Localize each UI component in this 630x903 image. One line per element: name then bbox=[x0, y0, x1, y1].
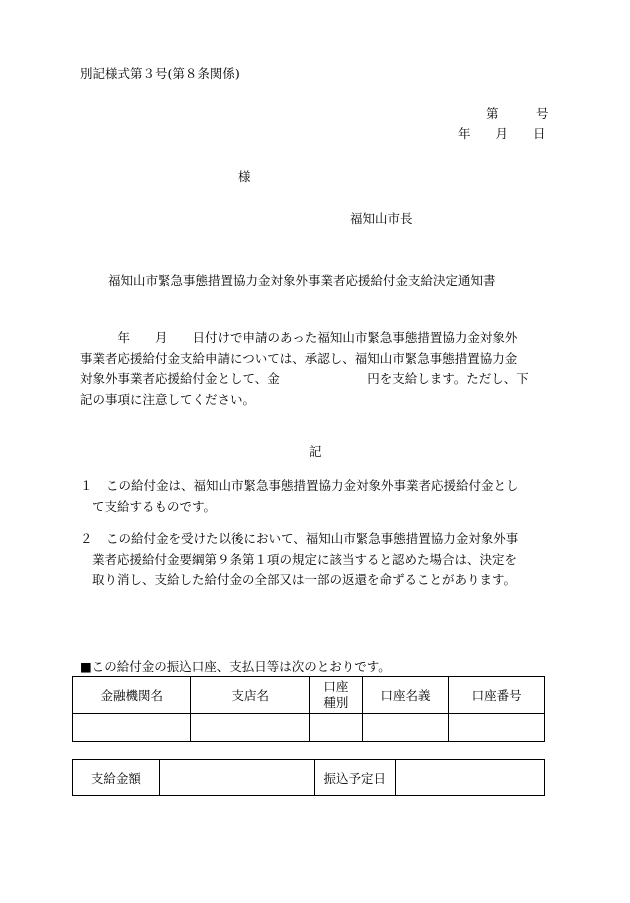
notice-item-1 bbox=[80, 476, 552, 517]
notice-item-2 bbox=[80, 529, 552, 591]
header-account-type bbox=[309, 677, 362, 714]
account-input-row bbox=[73, 714, 545, 742]
branch-name-cell[interactable] bbox=[191, 714, 309, 742]
body-line: 事業者応援給付金支給申請については、承認し、福知山市緊急事態措置協力金 bbox=[80, 350, 518, 366]
body-paragraph bbox=[80, 328, 552, 410]
document-title: 福知山市緊急事態措置協力金対象外事業者応援給付金支給決定通知書 bbox=[108, 273, 496, 288]
body-line: 対象外事業者応援給付金として、金 円を支給します。ただし、下 bbox=[80, 371, 529, 386]
form-number: 別記様式第３号(第８条関係) bbox=[80, 66, 240, 81]
amount-cell[interactable] bbox=[159, 760, 314, 796]
payment-row bbox=[73, 760, 545, 796]
issuer: 福知山市長 bbox=[350, 211, 413, 226]
item-number: ２ bbox=[80, 531, 93, 546]
header-account-number: 口座番号 bbox=[449, 677, 545, 714]
account-table bbox=[72, 676, 545, 742]
item-line: この給付金を受けた以後において、福知山市緊急事態措置協力金対象外事 bbox=[106, 531, 519, 546]
ki-heading: 記 bbox=[309, 444, 322, 459]
account-number-cell[interactable] bbox=[449, 714, 545, 742]
account-header-row bbox=[73, 677, 545, 714]
addressee-suffix: 様 bbox=[238, 169, 251, 184]
payment-table bbox=[72, 759, 545, 796]
header-bank-name: 金融機関名 bbox=[73, 677, 191, 714]
item-line: 業者応援給付金要綱第９条第１項の規定に該当すると認めた場合は、決定を bbox=[92, 551, 518, 567]
item-body bbox=[80, 529, 552, 591]
body-line: 記の事項に注意してください。 bbox=[80, 391, 256, 407]
document-date: 年 月 日 bbox=[458, 126, 546, 141]
header-branch-name: 支店名 bbox=[191, 677, 309, 714]
bank-name-cell[interactable] bbox=[73, 714, 191, 742]
amount-label: 支給金額 bbox=[73, 760, 160, 796]
account-type-cell[interactable] bbox=[309, 714, 362, 742]
header-account-type-top: 口座 bbox=[323, 679, 349, 694]
document-number: 第 号 bbox=[486, 106, 549, 121]
item-number: １ bbox=[80, 478, 93, 493]
transfer-date-cell[interactable] bbox=[395, 760, 544, 796]
transfer-date-label: 振込予定日 bbox=[314, 760, 395, 796]
account-note: ■この給付金の振込口座、支払日等は次のとおりです。 bbox=[80, 659, 391, 674]
item-body bbox=[80, 476, 552, 517]
item-line: この給付金は、福知山市緊急事態措置協力金対象外事業者応援給付金とし bbox=[106, 478, 519, 493]
account-holder-cell[interactable] bbox=[362, 714, 449, 742]
item-line: 取り消し、支給した給付金の全部又は一部の返還を命ずることがあります。 bbox=[92, 572, 517, 587]
header-account-type-bottom: 種別 bbox=[323, 695, 349, 710]
item-line: て支給するものです。 bbox=[92, 498, 217, 514]
header-account-holder: 口座名義 bbox=[362, 677, 449, 714]
body-line: 年 月 日付けで申請のあった福知山市緊急事態措置協力金対象外 bbox=[117, 330, 518, 345]
